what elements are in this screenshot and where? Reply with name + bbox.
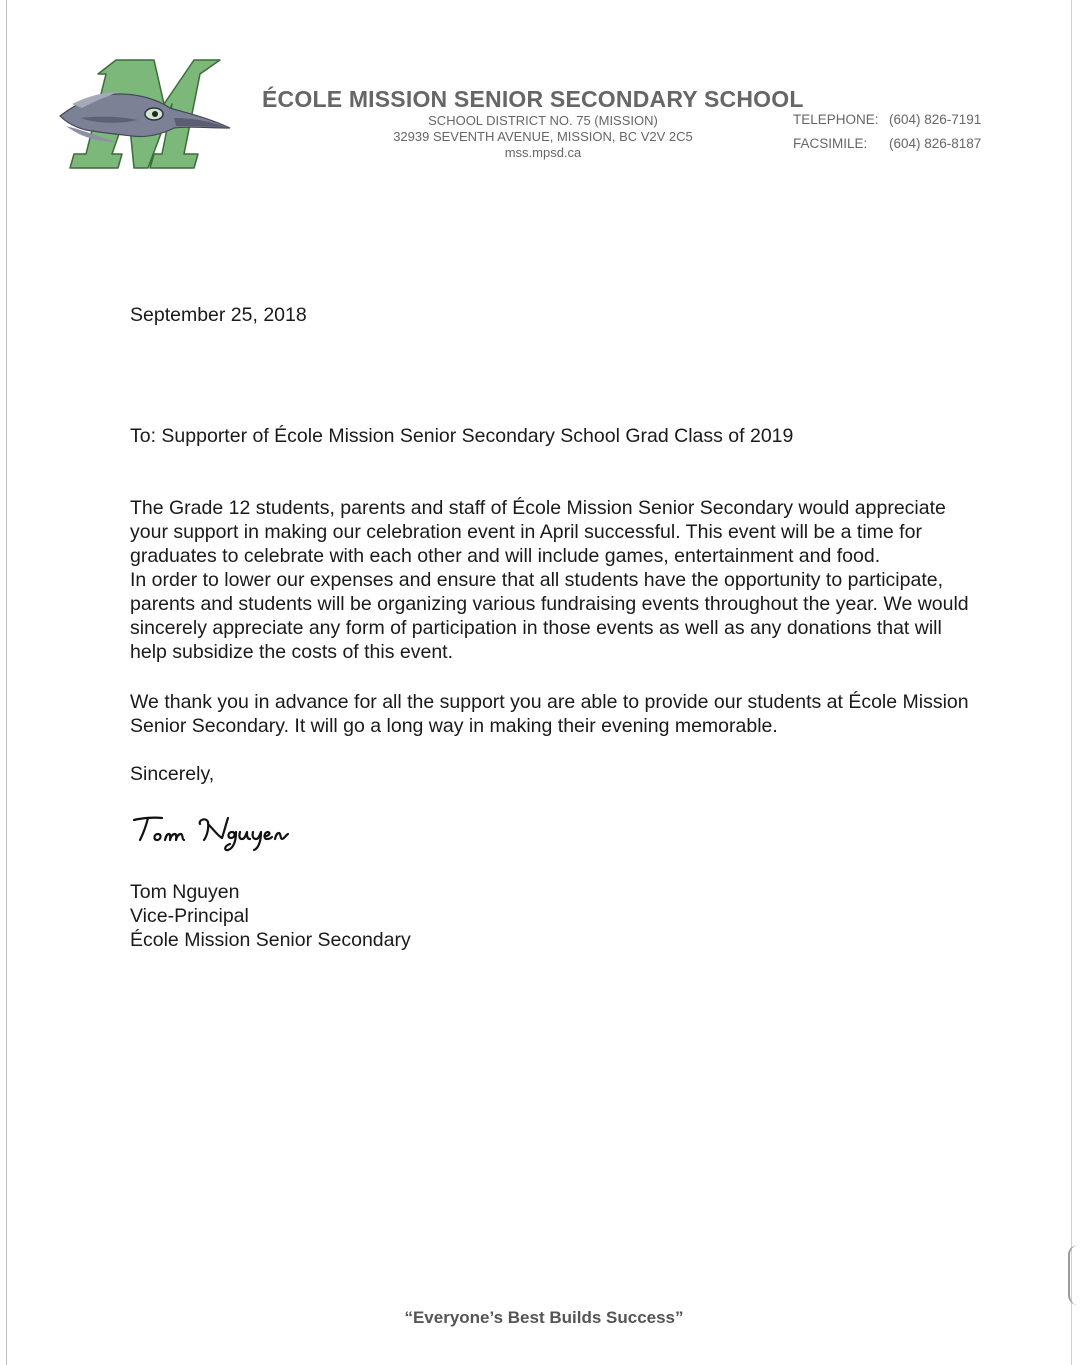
fax-number: (604) 826-8187 (889, 136, 982, 151)
page-edge-left (6, 0, 7, 1365)
school-street-address: 32939 SEVENTH AVENUE, MISSION, BC V2V 2C5 (393, 129, 693, 144)
signature-block (130, 880, 411, 952)
signer-organization: École Mission Senior Secondary (130, 929, 411, 951)
school-website: mss.mpsd.ca (504, 145, 582, 160)
fax-line (793, 136, 981, 151)
school-district: SCHOOL DISTRICT NO. 75 (MISSION) (428, 113, 658, 128)
paragraph-line: help subsidize the costs of this event. (130, 641, 454, 663)
school-logo-m-eagle-icon (58, 58, 234, 178)
paragraph-line: In order to lower our expenses and ensure that all students have the opportunity to participate, (130, 569, 944, 591)
scroll-corner-indicator (1068, 1245, 1080, 1305)
telephone-label: TELEPHONE: (793, 112, 879, 127)
paragraph-line: Senior Secondary. It will go a long way in making their evening memorable. (130, 715, 778, 737)
telephone-line (793, 112, 981, 127)
letter-paragraph-2 (130, 690, 1055, 738)
signer-name: Tom Nguyen (130, 881, 240, 903)
telephone-number: (604) 826-7191 (889, 112, 982, 127)
paragraph-line: We thank you in advance for all the support you are able to provide our students at École Mission (130, 691, 969, 713)
paragraph-line: The Grade 12 students, parents and staff of École Mission Senior Secondary would appreciate (130, 497, 946, 519)
fax-label: FACSIMILE: (793, 136, 868, 151)
handwritten-signature (128, 806, 304, 856)
paragraph-line: sincerely appreciate any form of participation in those events as well as any donations that will (130, 617, 942, 639)
school-address-block (360, 113, 726, 161)
signer-title: Vice-Principal (130, 905, 249, 927)
school-motto: “Everyone’s Best Builds Success” (404, 1308, 684, 1327)
page-edge-right (1071, 0, 1072, 1365)
letter-closing: Sincerely, (130, 763, 215, 785)
letter-paragraph-1 (130, 496, 1055, 664)
school-name: ÉCOLE MISSION SENIOR SECONDARY SCHOOL (262, 86, 804, 112)
paragraph-line: parents and students will be organizing various fundraising events throughout the year. We would (130, 593, 969, 615)
paragraph-line: graduates to celebrate with each other and will include games, entertainment and food. (130, 545, 881, 567)
letter-recipient: To: Supporter of École Mission Senior Secondary School Grad Class of 2019 (130, 425, 794, 447)
letter-date: September 25, 2018 (130, 304, 307, 326)
paragraph-line: your support in making our celebration event in April successful. This event will be a time for (130, 521, 922, 543)
